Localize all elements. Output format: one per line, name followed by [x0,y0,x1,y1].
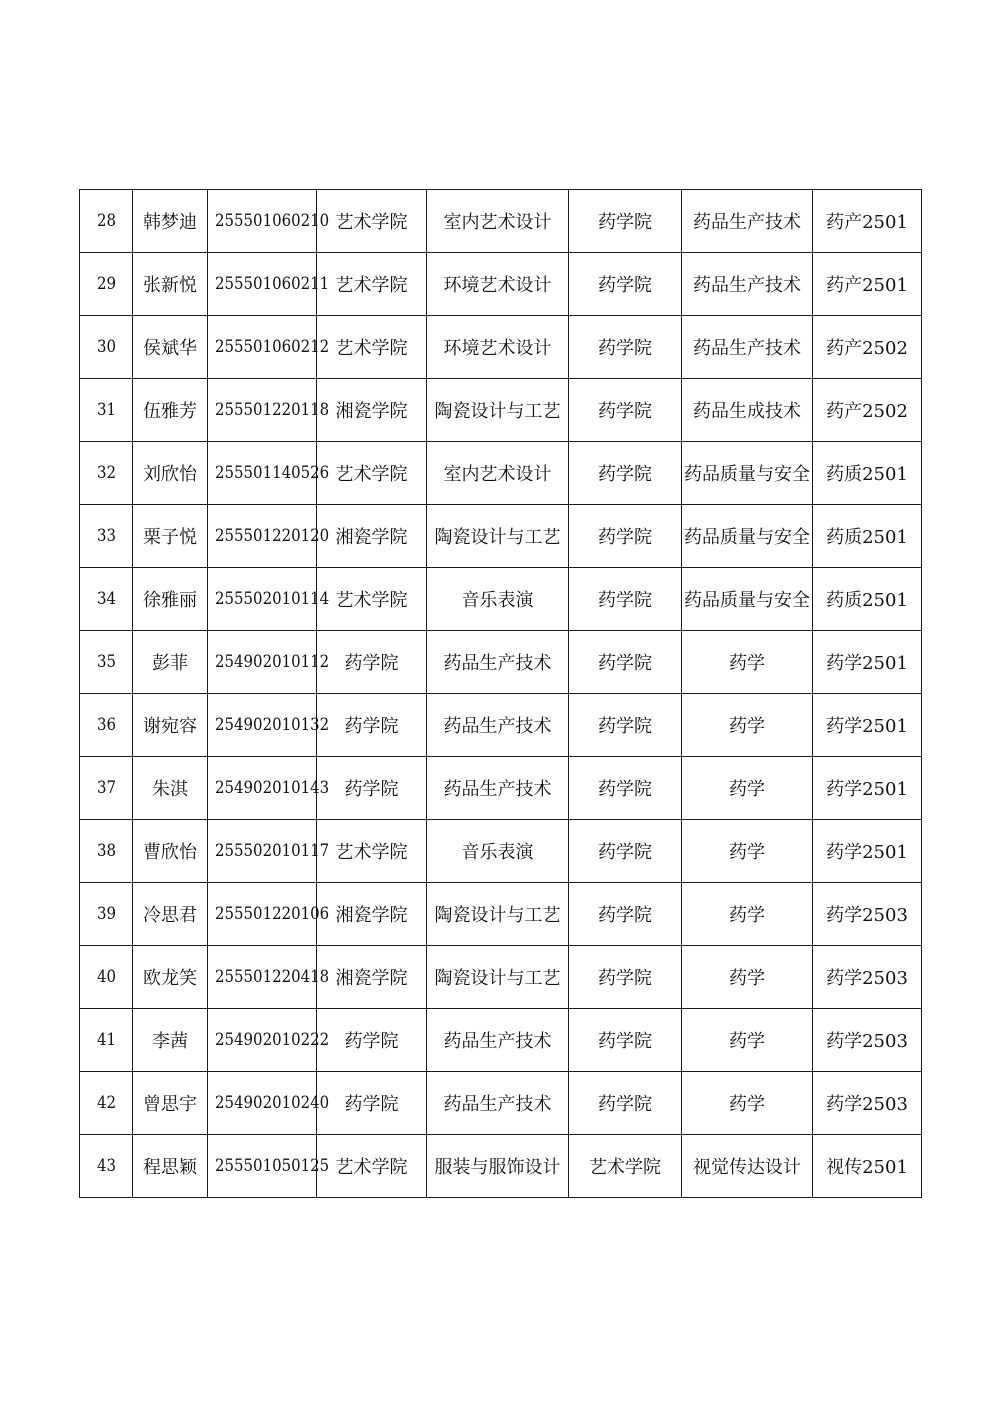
original-major: 音乐表演 [427,820,569,883]
original-college: 艺术学院 [317,316,427,379]
original-college: 湘瓷学院 [317,883,427,946]
new-college: 药学院 [569,1009,682,1072]
table-row [80,1072,922,1135]
new-major: 药品质量与安全 [682,442,813,505]
class-name: 药产2502 [813,316,922,379]
new-college: 药学院 [569,442,682,505]
student-name: 程思颖 [133,1135,208,1198]
table-row [80,694,922,757]
new-major: 药学 [682,946,813,1009]
class-name: 药学2503 [813,946,922,1009]
student-name: 曾思宇 [133,1072,208,1135]
row-number: 30 [83,316,130,379]
class-name: 药学2501 [813,757,922,820]
row-number: 39 [83,883,130,946]
table-row [80,883,922,946]
new-college: 药学院 [569,820,682,883]
row-number: 32 [83,442,130,505]
student-id: 255501060211 [214,253,310,316]
new-college: 药学院 [569,505,682,568]
class-name: 药质2501 [813,568,922,631]
student-id: 255502010114 [214,568,310,631]
table-row [80,316,922,379]
row-number: 31 [83,379,130,442]
transfer-roster-table [79,189,922,1198]
student-id: 255501220120 [214,505,310,568]
original-major: 陶瓷设计与工艺 [427,379,569,442]
new-college: 药学院 [569,883,682,946]
original-college: 艺术学院 [317,820,427,883]
student-name: 曹欣怡 [133,820,208,883]
original-college: 药学院 [317,757,427,820]
new-college: 药学院 [569,568,682,631]
original-college: 艺术学院 [317,568,427,631]
table-row [80,505,922,568]
original-major: 陶瓷设计与工艺 [427,505,569,568]
class-name: 药质2501 [813,505,922,568]
original-major: 药品生产技术 [427,1072,569,1135]
original-major: 药品生产技术 [427,631,569,694]
table-row [80,379,922,442]
new-major: 药品生产技术 [682,316,813,379]
student-id: 254902010240 [214,1072,310,1135]
new-college: 药学院 [569,946,682,1009]
table-row [80,568,922,631]
original-college: 药学院 [317,631,427,694]
new-major: 药品生产技术 [682,190,813,253]
roster-body [80,190,922,1198]
student-id: 255501220106 [214,883,310,946]
new-major: 药学 [682,820,813,883]
row-number: 36 [83,694,130,757]
row-number: 40 [83,946,130,1009]
new-college: 艺术学院 [569,1135,682,1198]
table-row [80,442,922,505]
row-number: 34 [83,568,130,631]
row-number: 38 [83,820,130,883]
student-id: 255501220118 [214,379,310,442]
student-id: 254902010143 [214,757,310,820]
class-name: 药学2501 [813,631,922,694]
row-number: 41 [83,1009,130,1072]
student-name: 徐雅丽 [133,568,208,631]
class-name: 药学2501 [813,694,922,757]
new-major: 药品质量与安全 [682,505,813,568]
student-id: 255501060212 [214,316,310,379]
original-major: 陶瓷设计与工艺 [427,883,569,946]
table-row [80,1009,922,1072]
student-id: 254902010222 [214,1009,310,1072]
class-name: 药产2502 [813,379,922,442]
original-major: 环境艺术设计 [427,253,569,316]
student-name: 栗子悦 [133,505,208,568]
table-row [80,190,922,253]
table-row [80,631,922,694]
class-name: 药学2503 [813,1072,922,1135]
student-name: 李茜 [133,1009,208,1072]
row-number: 42 [83,1072,130,1135]
student-name: 侯斌华 [133,316,208,379]
new-major: 药学 [682,631,813,694]
student-name: 刘欣怡 [133,442,208,505]
new-major: 药品生产技术 [682,253,813,316]
table-row [80,820,922,883]
student-id: 254902010112 [214,631,310,694]
original-college: 湘瓷学院 [317,946,427,1009]
original-major: 音乐表演 [427,568,569,631]
row-number: 28 [83,190,130,253]
student-id: 254902010132 [214,694,310,757]
table-row [80,946,922,1009]
student-name: 欧龙笑 [133,946,208,1009]
student-name: 朱淇 [133,757,208,820]
new-college: 药学院 [569,190,682,253]
class-name: 药产2501 [813,190,922,253]
class-name: 药质2501 [813,442,922,505]
student-name: 韩梦迪 [133,190,208,253]
new-college: 药学院 [569,316,682,379]
original-college: 药学院 [317,1072,427,1135]
class-name: 药学2503 [813,883,922,946]
original-college: 湘瓷学院 [317,379,427,442]
original-major: 环境艺术设计 [427,316,569,379]
original-major: 药品生产技术 [427,1009,569,1072]
table-row [80,253,922,316]
row-number: 29 [83,253,130,316]
original-college: 艺术学院 [317,253,427,316]
original-college: 药学院 [317,1009,427,1072]
new-major: 视觉传达设计 [682,1135,813,1198]
new-major: 药学 [682,883,813,946]
new-college: 药学院 [569,379,682,442]
student-name: 冷思君 [133,883,208,946]
original-college: 湘瓷学院 [317,505,427,568]
new-college: 药学院 [569,253,682,316]
original-college: 艺术学院 [317,442,427,505]
new-major: 药学 [682,1072,813,1135]
row-number: 35 [83,631,130,694]
original-college: 药学院 [317,694,427,757]
new-major: 药品生成技术 [682,379,813,442]
new-major: 药学 [682,694,813,757]
original-major: 陶瓷设计与工艺 [427,946,569,1009]
student-id: 255501220418 [214,946,310,1009]
table-row [80,1135,922,1198]
original-major: 服装与服饰设计 [427,1135,569,1198]
student-name: 张新悦 [133,253,208,316]
row-number: 33 [83,505,130,568]
new-major: 药品质量与安全 [682,568,813,631]
student-id: 255501050125 [214,1135,310,1198]
class-name: 药产2501 [813,253,922,316]
row-number: 43 [83,1135,130,1198]
class-name: 药学2501 [813,820,922,883]
new-major: 药学 [682,757,813,820]
original-major: 室内艺术设计 [427,442,569,505]
row-number: 37 [83,757,130,820]
original-major: 室内艺术设计 [427,190,569,253]
original-college: 艺术学院 [317,190,427,253]
table-row [80,757,922,820]
original-major: 药品生产技术 [427,694,569,757]
student-name: 彭菲 [133,631,208,694]
new-college: 药学院 [569,1072,682,1135]
student-id: 255501140526 [214,442,310,505]
student-id: 255502010117 [214,820,310,883]
class-name: 视传2501 [813,1135,922,1198]
new-college: 药学院 [569,757,682,820]
new-major: 药学 [682,1009,813,1072]
student-name: 谢宛容 [133,694,208,757]
new-college: 药学院 [569,631,682,694]
original-college: 艺术学院 [317,1135,427,1198]
student-id: 255501060210 [214,190,310,253]
class-name: 药学2503 [813,1009,922,1072]
original-major: 药品生产技术 [427,757,569,820]
student-name: 伍雅芳 [133,379,208,442]
new-college: 药学院 [569,694,682,757]
